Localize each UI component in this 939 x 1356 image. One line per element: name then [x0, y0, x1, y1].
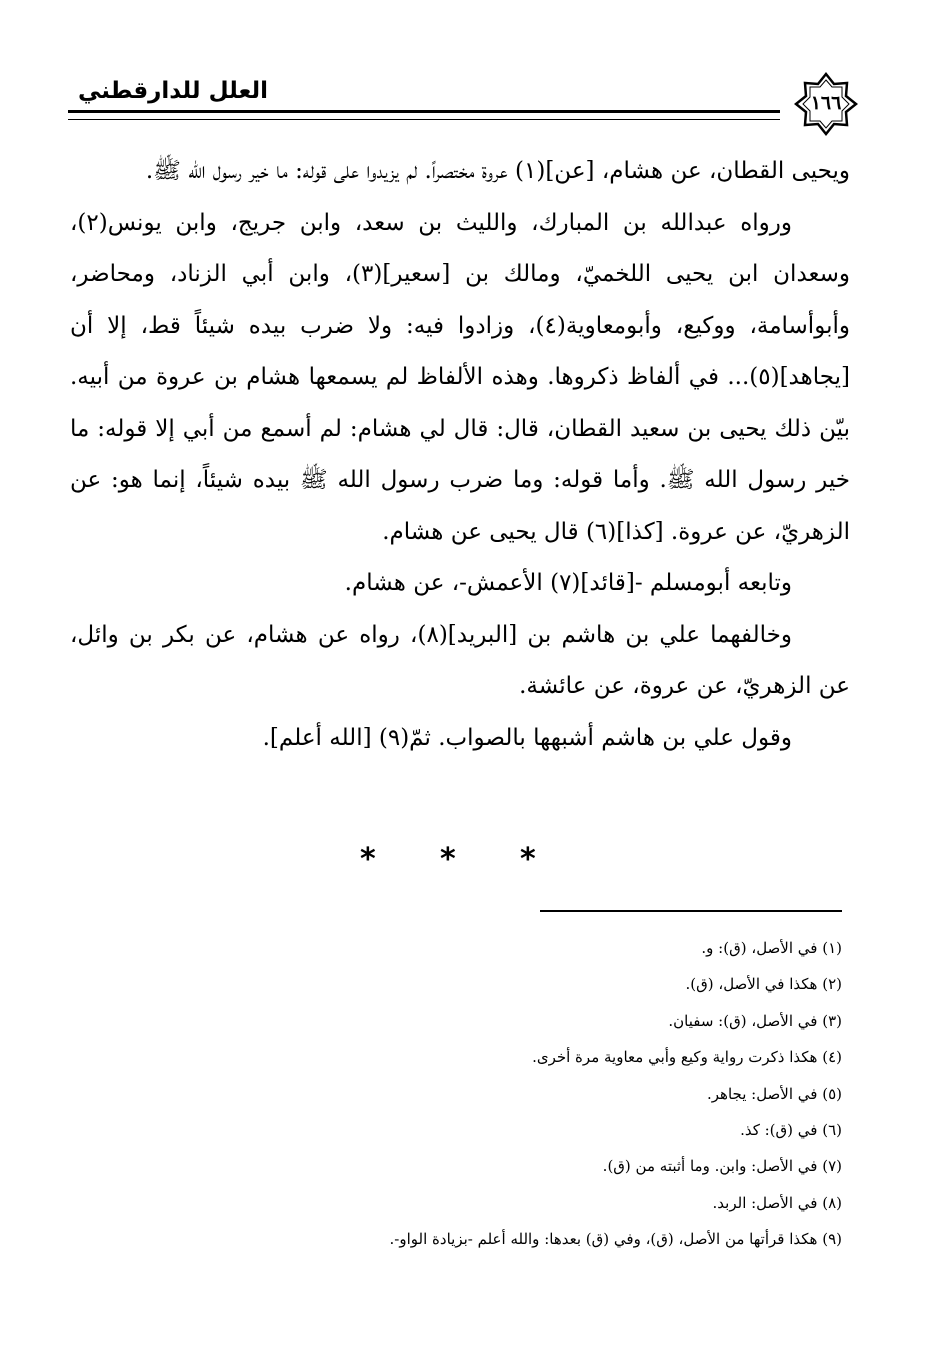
footnote-5: (٥) في الأصل: يجاهر.: [706, 1084, 842, 1103]
footnote-7: (٧) في الأصل: وابن. وما أثبته من (ق).: [602, 1157, 842, 1176]
paragraph-3: وتابعه أبومسلم -[قائد](٧) الأعمش-، عن هشام.: [344, 570, 792, 596]
book-title: العلل للدارقطني: [78, 78, 268, 104]
paragraph-5: وقول علي بن هاشم أشبهها بالصواب. ثمّ(٩) [الله أعلم].: [262, 724, 792, 751]
page-header: [68, 70, 858, 130]
footnote-6: (٦) في (ق): كذ.: [740, 1121, 842, 1140]
separator-star: *: [520, 842, 536, 877]
paragraph-1: ويحيى القطان، عن هشام، [عن](١) عروة مختصراً. لم يزيدوا على قوله: ما خير رسول الله ﷺ.: [145, 158, 850, 184]
main-text: [70, 146, 850, 764]
footnote-9: (٩) هكذا قرأتها من الأصل، (ق)، وفي (ق) بعدها: والله أعلم -بزيادة الواو-.: [389, 1230, 842, 1249]
footnote-1: (١) في الأصل، (ق): و.: [701, 939, 842, 957]
separator-star: *: [360, 842, 376, 877]
page-number: ١٦٦: [810, 92, 842, 114]
paragraph-4: وخالفهما علي بن هاشم بن [البريد](٨)، رواه عن هشام، عن بكر بن وائل، عن الزهريّ، عن عروة، عن عائشة.: [70, 621, 850, 699]
section-separator: [360, 842, 560, 877]
separator-star: *: [440, 842, 456, 877]
page-number-badge: [794, 72, 858, 136]
footnote-4: (٤) هكذا ذكرت رواية وكيع وأبي معاوية مرة أخرى.: [532, 1048, 842, 1067]
paragraph-2: ورواه عبدالله بن المبارك، والليث بن سعد، وابن جريج، وابن يونس(٢)، وسعدان ابن يحيى اللخميّ، ومالك بن [سعير](٣)، وابن أبي الزناد، ومحاضر، وأبوأسامة، ووكيع، وأبومعاوية(٤)، وزادوا فيه: ولا ضرب بيده شيئاً قط، إلا أن [يجاهد](٥)... في ألفاظ ذكروها. وهذه الألفاظ لم يسمعها هشام بن عروة من أبيه. بيّن ذلك يحيى بن سعيد القطان، قال: قال لي هشام: لم أسمع من أبي إلا قوله: ما خير رسول الله ﷺ. وأما قوله: وما ضرب رسول الله ﷺ بيده شيئاً، إنما هو: عن الزهريّ، عن عروة. [كذا](٦) قال يحيى عن هشام.: [70, 209, 850, 545]
footnote-8: (٨) في الأصل: الربد.: [712, 1193, 842, 1212]
footnote-divider: [540, 910, 842, 912]
footnote-2: (٢) هكذا في الأصل، (ق).: [685, 975, 842, 994]
footnote-3: (٣) في الأصل، (ق): سفيان.: [668, 1011, 842, 1030]
footnotes: [200, 930, 842, 1258]
header-rule: [68, 110, 780, 120]
